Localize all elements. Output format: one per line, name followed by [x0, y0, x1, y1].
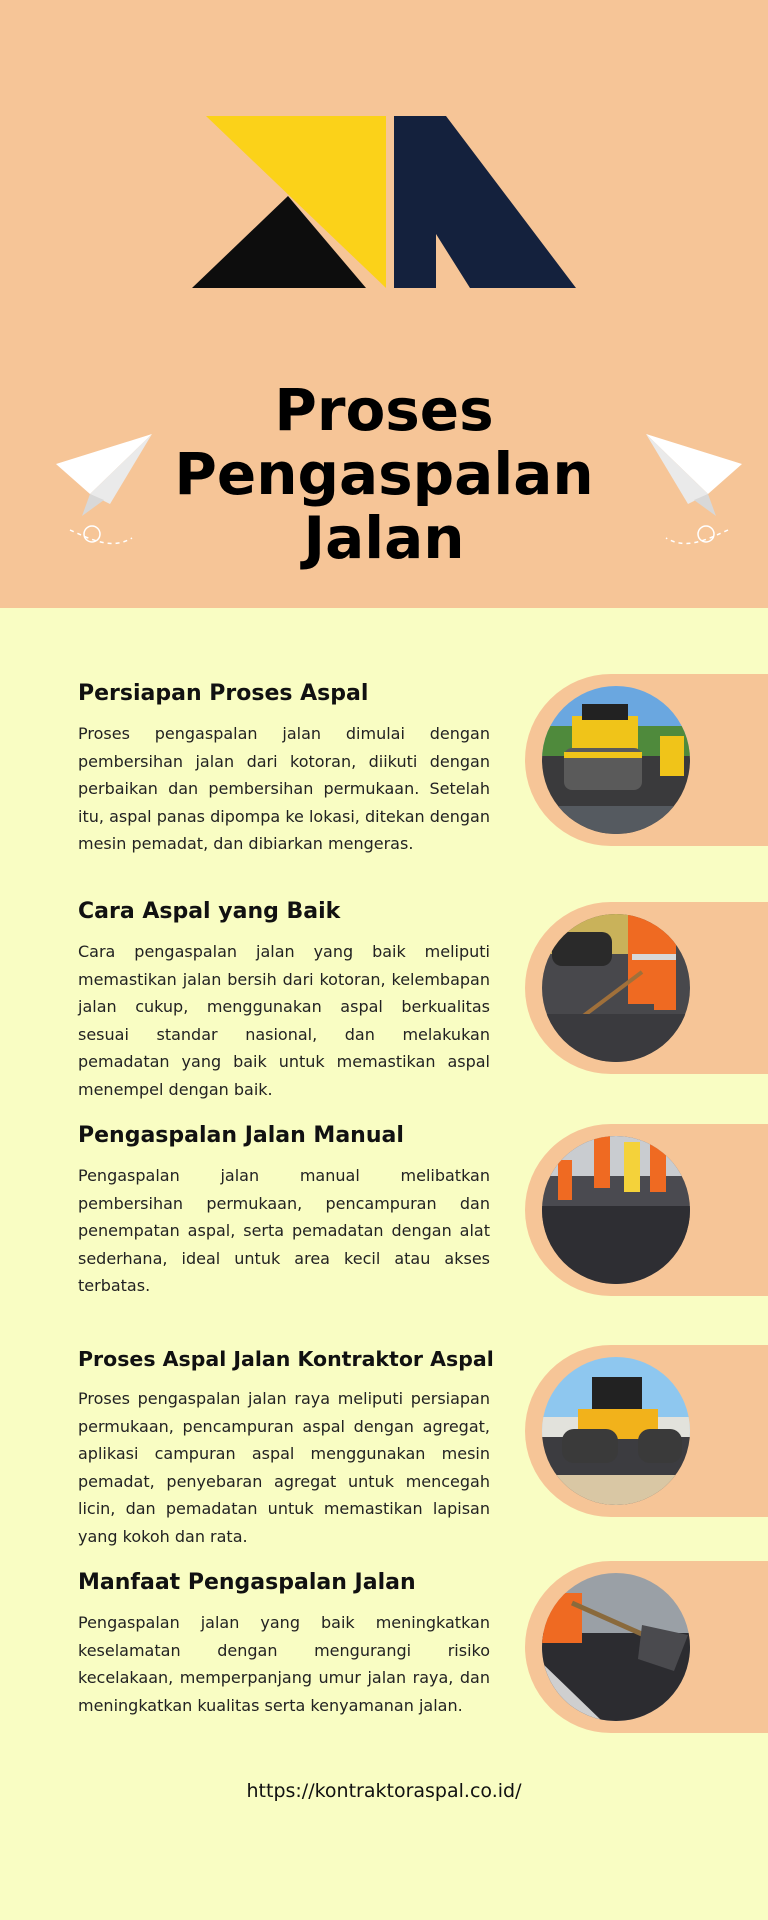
shovel-asphalt-photo [542, 1573, 690, 1721]
company-logo [192, 110, 576, 295]
section-cara-aspal [0, 898, 768, 1118]
section-manual [0, 1122, 768, 1342]
section-title: Pengaspalan Jalan Manual [78, 1123, 404, 1148]
header-banner [0, 0, 768, 608]
section-persiapan [0, 680, 768, 900]
paper-plane-icon [636, 430, 746, 550]
yellow-roller-photo [542, 1357, 690, 1505]
section-title: Persiapan Proses Aspal [78, 681, 369, 706]
road-roller-photo [542, 686, 690, 834]
section-title: Cara Aspal yang Baik [78, 899, 341, 924]
section-text: Cara pengaspalan jalan yang baik meliputi memastikan jalan bersih dari kotoran, kelembapan jalan cukup, menggunakan aspal berkualitas sesuai standar nasional, dan melakukan pemadatan yang baik untuk memastikan aspal menempel dengan baik. [78, 942, 490, 1099]
section-kontraktor [0, 1345, 768, 1565]
worker-raking-asphalt-photo [542, 914, 690, 1062]
section-text: Pengaspalan jalan manual melibatkan pembersihan permukaan, pencampuran dan penempatan aspal, serta pemadatan dengan alat sederhana, ideal untuk area kecil atau akses terbatas. [78, 1166, 490, 1295]
website-url[interactable]: https://kontraktoraspal.co.id/ [246, 1780, 522, 1802]
section-title: Proses Aspal Jalan Kontraktor Aspal [78, 1347, 494, 1371]
section-text: Proses pengaspalan jalan dimulai dengan pembersihan jalan dari kotoran, diikuti dengan perbaikan dan pembersihan permukaan. Setelah itu, aspal panas dipompa ke lokasi, ditekan dengan mesin pemadat, dan dibiarkan mengeras. [78, 724, 490, 853]
page-title: Proses Pengaspalan Jalan [174, 376, 594, 572]
manual-paving-workers-photo [542, 1136, 690, 1284]
section-manfaat [0, 1569, 768, 1789]
section-text: Proses pengaspalan jalan raya meliputi persiapan permukaan, pencampuran aspal dengan agregat, aplikasi campuran aspal menggunakan mesin pemadat, penyebaran agregat untuk mencegah licin, dan pemadatan untuk memastikan lapisan yang kokoh dan rata. [78, 1389, 490, 1546]
section-text: Pengaspalan jalan yang baik meningkatkan keselamatan dengan mengurangi risiko kecelakaan, memperpanjang umur jalan raya, dan meningkatkan kualitas serta kenyamanan jalan. [78, 1613, 490, 1715]
section-title: Manfaat Pengaspalan Jalan [78, 1570, 416, 1595]
